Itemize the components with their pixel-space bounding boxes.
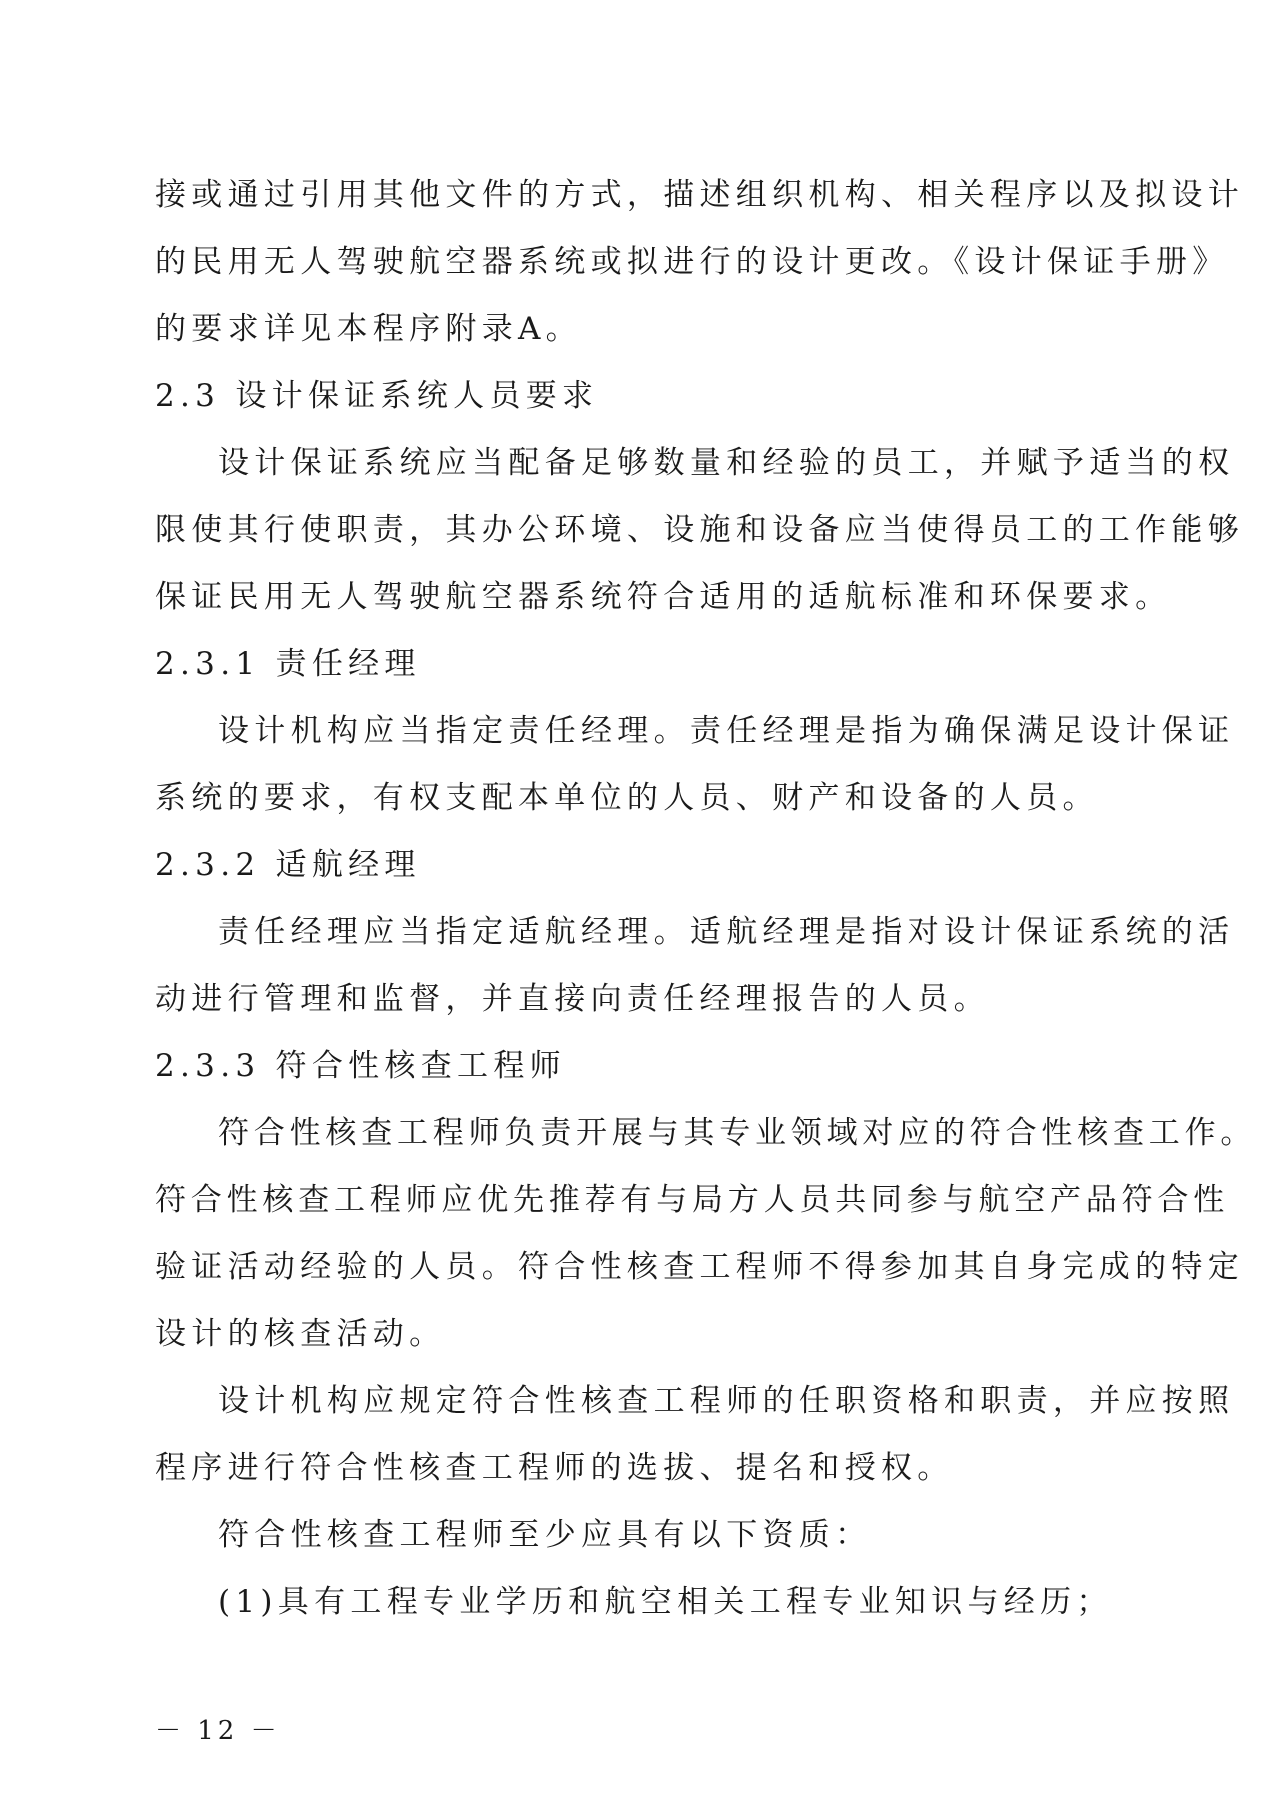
section-heading-2-3: 2.3 设计保证系统人员要求 — [155, 378, 599, 414]
section-heading-2-3-3: 2.3.3 符合性核查工程师 — [155, 1048, 566, 1084]
paragraph-line: 符合性核查工程师负责开展与其专业领域对应的符合性核查工作。 — [218, 1115, 1257, 1151]
paragraph-line: 验证活动经验的人员。符合性核查工程师不得参加其自身完成的特定 — [155, 1249, 1244, 1285]
paragraph-line: 的要求详见本程序附录A。 — [155, 311, 582, 347]
paragraph-line: 设计机构应当指定责任经理。责任经理是指为确保满足设计保证 — [218, 713, 1235, 749]
paragraph-line: 限使其行使职责，其办公环境、设施和设备应当使得员工的工作能够 — [155, 512, 1244, 548]
paragraph-line: 保证民用无人驾驶航空器系统符合适用的适航标准和环保要求。 — [155, 579, 1172, 615]
page-number: － 12 － — [155, 1716, 281, 1746]
paragraph-line: 动进行管理和监督，并直接向责任经理报告的人员。 — [155, 981, 990, 1017]
paragraph-line: 符合性核查工程师应优先推荐有与局方人员共同参与航空产品符合性 — [155, 1182, 1229, 1218]
body-text — [155, 162, 1257, 1636]
paragraph-line: 系统的要求，有权支配本单位的人员、财产和设备的人员。 — [155, 780, 1099, 816]
paragraph-line: 符合性核查工程师至少应具有以下资质： — [218, 1517, 872, 1553]
paragraph-line: 责任经理应当指定适航经理。适航经理是指对设计保证系统的活 — [218, 914, 1235, 950]
list-item: (1)具有工程专业学历和航空相关工程专业知识与经历； — [218, 1584, 1113, 1620]
paragraph-line: 设计保证系统应当配备足够数量和经验的员工，并赋予适当的权 — [218, 445, 1235, 481]
paragraph-line: 设计机构应规定符合性核查工程师的任职资格和职责，并应按照 — [218, 1383, 1235, 1419]
paragraph-line: 的民用无人驾驶航空器系统或拟进行的设计更改。《设计保证手册》 — [155, 244, 1229, 280]
section-heading-2-3-1: 2.3.1 责任经理 — [155, 646, 421, 682]
paragraph-line: 程序进行符合性核查工程师的选拔、提名和授权。 — [155, 1450, 954, 1486]
paragraph-line: 设计的核查活动。 — [155, 1316, 446, 1352]
section-heading-2-3-2: 2.3.2 适航经理 — [155, 847, 421, 883]
paragraph-line: 接或通过引用其他文件的方式，描述组织机构、相关程序以及拟设计 — [155, 177, 1244, 213]
